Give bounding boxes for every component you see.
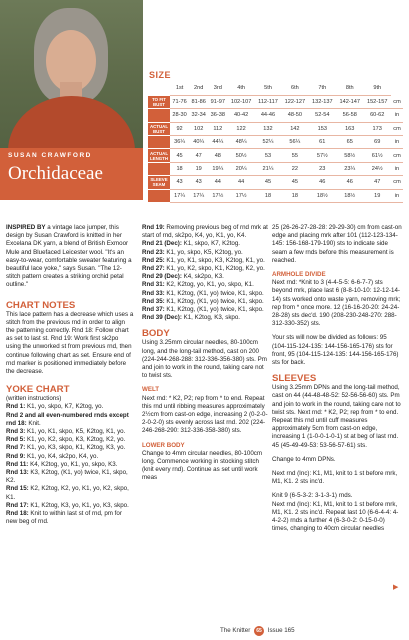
size-header-6: 7th <box>309 82 336 95</box>
size-cell: 45 <box>255 176 281 189</box>
page-footer <box>220 626 295 636</box>
instruction-line: Rnd 11: K4, K2tog, yo, K1, yo, skpo, K3. <box>6 460 118 468</box>
size-cell: 71-76 <box>170 95 189 108</box>
size-cell: 48 <box>208 149 227 162</box>
size-cell: 47 <box>363 176 391 189</box>
size-row-label <box>148 136 170 149</box>
size-cell: 44 <box>208 176 227 189</box>
size-cell: 132-137 <box>309 95 336 108</box>
size-cell: 45 <box>281 176 308 189</box>
size-cell: 44-46 <box>255 109 281 122</box>
body-heading: BODY <box>142 328 170 340</box>
size-cell: 48¼ <box>227 136 254 149</box>
yoke-chart-heading: YOKE CHART <box>6 384 70 396</box>
instruction-line: Rnd 3: K1, yo, K1, skpo, K5, K2tog, K1, yo. <box>6 428 126 436</box>
size-heading: SIZE <box>149 70 172 80</box>
size-table <box>148 82 403 203</box>
size-cell: 55 <box>281 149 308 162</box>
chart-notes-text: This lace pattern has a decrease which uses a stitch from the previous rnd in order to align the patterning correctly. Rnd 18: Follow chart as set to last st. Rnd 19: Work first sk2po using the unworked st from previous rnd, then continue following chart as set. Ensure end of rnd marker is positioned immediately before the decrease. <box>6 310 134 376</box>
size-cell: 32-34 <box>189 109 208 122</box>
sleeves-text: Using 3.25mm DPNs and the long-tail method, cast on 44 (44-48-48-52: 52-56-56-60) sts. Pm and join to work in the round, taking care not to twist sts. Next rnd: * K2, P2; rep from * to end. Repeat this rnd until cuff measures approximately 5cm from cast-on edge, increasing 1 (1-0-0-1-0-1) st at beg of last rnd. 45 (45-49-49-53: 53-56-57-61) sts. <box>272 384 401 449</box>
column-3 <box>272 224 402 534</box>
size-cell: 142 <box>281 122 308 135</box>
size-header-5: 6th <box>281 82 308 95</box>
size-header-2: 3rd <box>208 82 227 95</box>
size-cell: 132 <box>255 122 281 135</box>
size-cell: 92 <box>170 122 189 135</box>
size-row <box>148 189 403 202</box>
size-cell: 43 <box>189 176 208 189</box>
welt-heading: WELT <box>142 386 160 394</box>
unit-cell: in <box>391 189 403 202</box>
size-cell: 36¼ <box>170 136 189 149</box>
size-cell: 50½ <box>227 149 254 162</box>
size-cell: 23 <box>309 162 336 175</box>
size-cell: 40¼ <box>189 136 208 149</box>
designer-name: SUSAN CRAWFORD <box>8 152 92 159</box>
size-cell: 56¼ <box>281 136 308 149</box>
size-row <box>148 109 403 122</box>
size-cell: 58½ <box>336 149 363 162</box>
size-row-label <box>148 162 170 175</box>
size-row <box>148 162 403 175</box>
size-cell: 17½ <box>208 189 227 202</box>
size-cell: 20¼ <box>227 162 254 175</box>
size-header-4: 5th <box>255 82 281 95</box>
size-cell: 112 <box>208 122 227 135</box>
size-header-7: 8th <box>336 82 363 95</box>
size-cell: 24½ <box>363 162 391 175</box>
size-cell: 81-86 <box>189 95 208 108</box>
unit-cell: cm <box>391 122 403 135</box>
size-cell: 102-107 <box>227 95 254 108</box>
size-cell: 19¼ <box>208 162 227 175</box>
size-cell: 65 <box>336 136 363 149</box>
size-cell: 60-62 <box>363 109 391 122</box>
size-cell: 102 <box>189 122 208 135</box>
size-cell: 142-147 <box>336 95 363 108</box>
size-cell: 69 <box>363 136 391 149</box>
instruction-line: Rnd 5: K1, yo, K2, skpo, K3, K2tog, K2, yo. <box>6 436 126 444</box>
unit-cell: cm <box>391 95 403 108</box>
unit-cell: in <box>391 162 403 175</box>
size-row <box>148 136 403 149</box>
unit-cell: in <box>391 109 403 122</box>
armhole-heading: ARMHOLE DIVIDE <box>272 271 326 279</box>
size-cell: 47 <box>189 149 208 162</box>
size-header-blank <box>148 82 170 95</box>
size-cell: 18½ <box>336 189 363 202</box>
size-cell: 46 <box>309 176 336 189</box>
size-row-label: ACTUAL LENGTH <box>149 150 169 161</box>
size-cell: 52¼ <box>255 136 281 149</box>
size-row-label <box>148 189 170 202</box>
intro-text: INSPIRED BY a vintage lace jumper, this design by Susan Crawford is knitted in her Excelana DK yarn, a blend of British Exmoor Mule and Bluefaced Leicester wool. "It's an easy-to-wear, comfortable sweater featuring a beautiful lace yoke," says Susan. "The 12-stitch pattern creates a striking orchid petal outline." <box>6 224 132 289</box>
instruction-line: Rnd 31: K2, K2tog, yo, K1, yo, skpo, K1. <box>142 281 254 289</box>
instruction-line: Rnd 39 (Dec): K1, K2tog, K3, skpo. <box>142 314 241 322</box>
col3-para-2: Your sts will now be divided as follows: 95 (104-115-124-135: 144-156-165-176) sts for front, 95 (104-115-124-135: 144-156-165-176) sts for back. <box>272 334 399 367</box>
instruction-line: Rnd 2 and all even-numbered rnds except rnd 18: Knit. <box>6 411 129 427</box>
col3-para-1: 25 (26-26-27-28-28: 29-29-30) cm from cast-on edge and placing mrk after 101 (112-123-134-145: 156-168-179-190) sts to indicate side seam a few rnds before this measurement is reached. <box>272 224 402 264</box>
welt-text: Next rnd: * K2, P2; rep from * to end. Repeat this rnd until ribbing measures approximately 2½cm from cast-on edge, increasing 2 (0-2-0-2-0-2-0) sts evenly across last rnd. 202 (224-246-268-290: 312-336-358-380) sts. <box>142 394 268 435</box>
size-cell: 61 <box>309 136 336 149</box>
size-cell: 91-97 <box>208 95 227 108</box>
size-row <box>148 95 403 108</box>
yoke-subtitle: (written instructions) <box>6 395 62 403</box>
instruction-line: Rnd 35: K1, K2tog, (K1, yo) twice, K1, skpo. <box>142 297 264 305</box>
size-cell: 18 <box>255 189 281 202</box>
size-cell: 152-157 <box>363 95 391 108</box>
col3-para-4: Next rnd (Inc): K1, M1, knit to 1 st before mrk, M1, K1. 2 sts inc'd. <box>272 470 398 486</box>
col3-para-3: Change to 4mm DPNs. <box>272 455 336 463</box>
column-1 <box>6 224 134 527</box>
size-cell: 48-50 <box>281 109 308 122</box>
size-row-label: SLEEVE SEAM <box>148 176 170 189</box>
size-header-1: 2nd <box>189 82 208 95</box>
size-row-label: TO FIT BUST <box>148 95 170 108</box>
size-cell: 19 <box>363 189 391 202</box>
column-2 <box>142 224 268 483</box>
size-cell: 163 <box>336 122 363 135</box>
size-cell: 53 <box>255 149 281 162</box>
size-row <box>148 149 403 162</box>
instruction-line: Rnd 1: K1, yo, skpo, K7, K2tog, yo. <box>6 403 104 411</box>
lower-body-text: Change to 4mm circular needles, 80-100cm long. Commence working in stocking stitch (knit every rnd). Continue as set until work meas <box>142 449 263 482</box>
col3-para-5: Knit 9 (6-5-3-2: 3-1-3-1) rnds. <box>272 492 353 500</box>
unit-cell: cm <box>391 149 403 162</box>
instruction-line: Rnd 9: K1, yo, K4, sk2po, K4, yo. <box>6 452 99 460</box>
size-cell: 36-38 <box>208 109 227 122</box>
size-cell: 44 <box>227 176 254 189</box>
size-cell: 18 <box>170 162 189 175</box>
size-cell: 22 <box>281 162 308 175</box>
size-cell: 43 <box>170 176 189 189</box>
size-cell: 17¼ <box>170 189 189 202</box>
instruction-line: Rnd 17: K1, K2tog, K3, yo, K1, yo, K3, skpo. <box>6 501 129 509</box>
size-cell: 56-58 <box>336 109 363 122</box>
yoke-instructions <box>6 403 134 526</box>
instruction-line: Rnd 25: K1, yo, K1, skpo, K3, K2tog, K1, yo. <box>142 256 265 264</box>
size-cell: 52-54 <box>309 109 336 122</box>
instruction-line: Rnd 37: K1, K2tog, (K1, yo) twice, K1, skpo. <box>142 306 264 314</box>
instruction-line: Rnd 7: K1, yo, K3, skpo, K1, K2tog, K3, yo. <box>6 444 126 452</box>
armhole-text: Next rnd: *Knit to 3 (4-4-5-5: 6-6-7-7) sts beyond mrk, place last 6 (8-8-10-10: 12-12-14-14) sts worked onto waste yarn, removing mrk; rep from * once more. 12 (16-16-20-20: 24-24-28-28) sts dec'd. 190 (208-230-248-270: 288-312-330-352) sts. <box>272 279 401 328</box>
unit-cell: cm <box>391 176 403 189</box>
size-header-8: 9th <box>363 82 391 95</box>
size-header-0: 1st <box>170 82 189 95</box>
size-cell: 23¼ <box>336 162 363 175</box>
size-cell: 28-30 <box>170 109 189 122</box>
lower-body-heading: LOWER BODY <box>142 441 185 449</box>
col3-para-6: Next rnd (Inc): K1, M1, knit to 1 st before mrk, M1, K1. 2 sts inc'd. Repeat last 10 (6-6-4-4: 4-4-2-2) rnds a further 4 (6-3-0-2: 0-15-0-0) times, changing to 40cm circular needles <box>272 500 399 533</box>
size-cell: 17¼ <box>189 189 208 202</box>
size-row-label: ACTUAL BUST <box>149 123 169 134</box>
page-number: 65 <box>254 626 264 636</box>
instruction-line: Rnd 13: K3, K2tog, (K1, yo) twice, K1, skpo, K2. <box>6 469 128 485</box>
magazine-name: The Knitter <box>220 627 251 634</box>
instruction-line: Rnd 23: K1, yo, skpo, K5, K2tog, yo. <box>142 248 243 256</box>
unit-cell: in <box>391 136 403 149</box>
chart-notes-heading: CHART NOTES <box>6 299 76 311</box>
size-cell: 112-117 <box>255 95 281 108</box>
size-cell: 45 <box>170 149 189 162</box>
body-text: Using 3.25mm circular needles, 80-100cm long, and the long-tail method, cast on 200 (224-244-268-288: 312-336-356-380) sts. Pm and join to work in the round, taking care not to twist sts. <box>142 339 267 380</box>
size-cell: 122-127 <box>281 95 308 108</box>
issue-label: Issue 165 <box>267 627 295 634</box>
pattern-title: Orchidaceae <box>8 163 103 184</box>
size-cell: 173 <box>363 122 391 135</box>
size-cell: 57½ <box>309 149 336 162</box>
size-cell: 44¼ <box>208 136 227 149</box>
size-cell: 61½ <box>363 149 391 162</box>
instruction-line: Rnd 27: K1, yo, K2, skpo, K1, K2tog, K2, yo. <box>142 265 265 273</box>
continue-arrow-icon: ▶ <box>393 584 399 591</box>
size-cell: 40-42 <box>227 109 254 122</box>
size-cell: 153 <box>309 122 336 135</box>
size-header-3: 4th <box>227 82 254 95</box>
yoke-instructions-cont <box>142 224 268 322</box>
size-cell: 19 <box>189 162 208 175</box>
instruction-line: Rnd 19: Removing previous beg of rnd mrk at start of rnd, sk2po, K4, yo, K1, yo, K4. <box>142 224 268 240</box>
instruction-line: Rnd 18: Knit to within last st of rnd, pm for new beg of rnd. <box>6 510 122 526</box>
instruction-line: Rnd 21 (Dec): K1, skpo, K7, K2tog. <box>142 240 241 248</box>
instruction-line: Rnd 29 (Dec): K4, sk2po, K3. <box>142 273 224 281</box>
size-cell: 18½ <box>309 189 336 202</box>
size-cell: 21¼ <box>255 162 281 175</box>
size-cell: 122 <box>227 122 254 135</box>
size-row <box>148 176 403 189</box>
size-cell: 46 <box>336 176 363 189</box>
size-cell: 17½ <box>227 189 254 202</box>
instruction-line: Rnd 15: K2, K2tog, K2, yo, K1, yo, K2, skpo, K1. <box>6 485 129 501</box>
size-cell: 18 <box>281 189 308 202</box>
sleeves-heading: SLEEVES <box>272 373 317 385</box>
instruction-line: Rnd 33: K1, K2tog, (K1, yo) twice, K1, skpo. <box>142 289 264 297</box>
size-row-label <box>148 109 170 122</box>
size-row <box>148 122 403 135</box>
